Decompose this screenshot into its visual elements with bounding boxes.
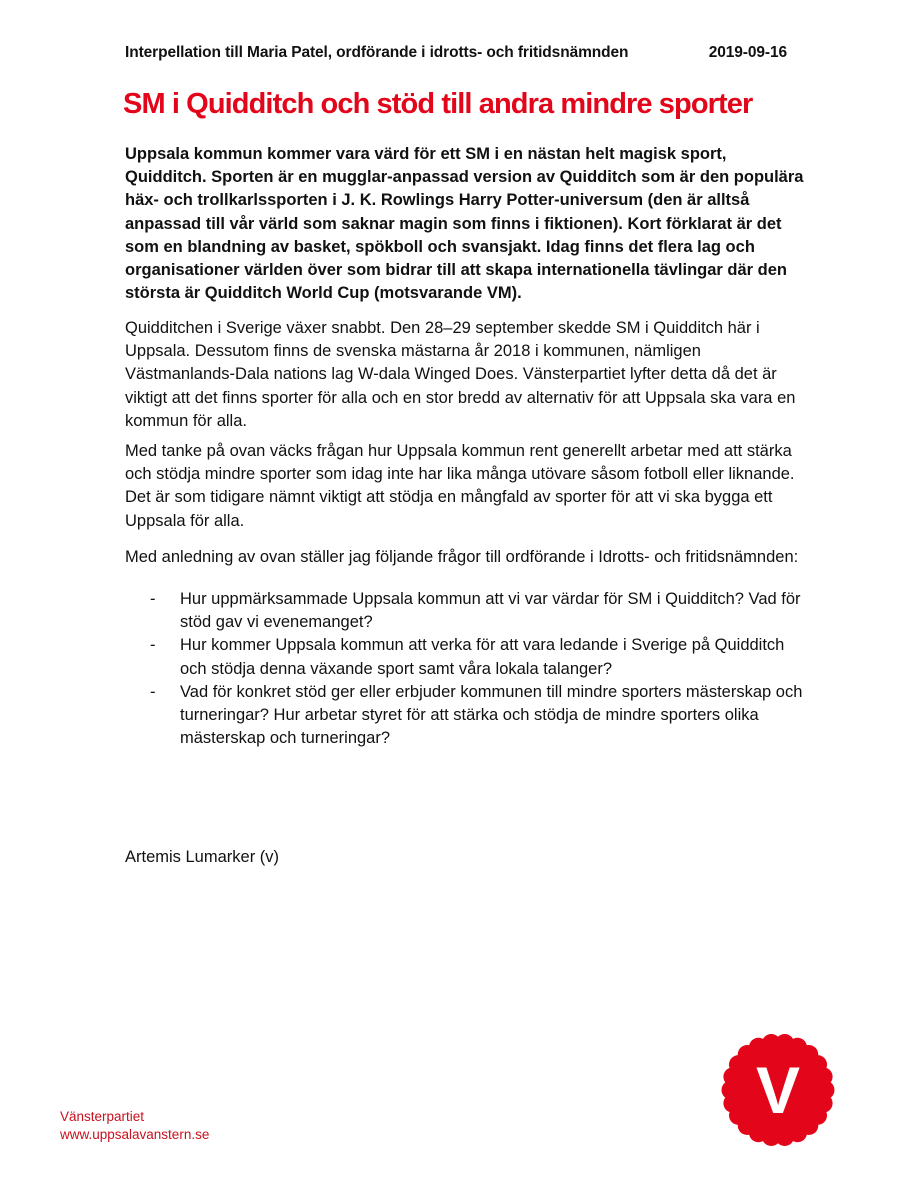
logo-letter: V xyxy=(755,1053,801,1127)
body-paragraph-2: Med tanke på ovan väcks frågan hur Uppsala kommun rent generellt arbetar med att stärka och stödja mindre sporter som idag inte har lika många utövare såsom fotboll eller liknande. Det är som tidigare nämnt viktigt att stödja en mångfald av sporter för att vi ska bygga ett Uppsala för alla. xyxy=(125,442,795,530)
footer-party-name: Vänsterpartiet xyxy=(60,1109,145,1124)
question-text: Vad för konkret stöd ger eller erbjuder kommunen till mindre sporters mästerskap och turneringar? Hur arbetar styret för att stärka och stödja de mindre sporters olika mästerskap och turneringar? xyxy=(180,682,803,748)
header-date: 2019-09-16 xyxy=(708,44,787,61)
question-item xyxy=(150,681,810,751)
body-paragraph-1: Quidditchen i Sverige växer snabbt. Den 28–29 september skedde SM i Quidditch här i Uppsala. Dessutom finns de svenska mästarna år 2018 i kommunen, nämligen Västmanlands-Dala nations lag W-dala Winged Does. Vänsterpartiet lyfter detta då det är viktigt att det finns sporter för alla och en stor bredd av alternativ för att Uppsala ska vara en kommun för alla. xyxy=(125,319,796,430)
document-title: SM i Quidditch och stöd till andra mindre sporter xyxy=(123,88,753,120)
question-item xyxy=(150,634,810,680)
header-recipient: Interpellation till Maria Patel, ordförande i idrotts- och fritidsnämnden xyxy=(125,44,629,61)
footer xyxy=(60,1108,209,1144)
question-item xyxy=(150,588,810,634)
question-text: Hur kommer Uppsala kommun att verka för att vara ledande i Sverige på Quidditch och stödja denna växande sport samt våra lokala talanger? xyxy=(180,636,785,678)
bullet-dash: - xyxy=(150,682,156,701)
bullet-dash: - xyxy=(150,636,156,655)
question-text: Hur uppmärksammade Uppsala kommun att vi var värdar för SM i Quidditch? Vad för stöd gav vi evenemanget? xyxy=(180,590,801,632)
lead-paragraph: Uppsala kommun kommer vara värd för ett SM i en nästan helt magisk sport, Quidditch. Sporten är en mugglar-anpassad version av Quidditch som är den populära häx- och trollkarlssporten i J. K. Rowlings Harry Potter-universum (den är alltså anpassad till vår värld som saknar magin som finns i fiktionen). Kort förklarat är det som en blandning av basket, spökboll och svansjakt. Idag finns det flera lag och organisationer världen över som bidrar till att skapa internationella tävlingar där den största är Quidditch World Cup (motsvarande VM). xyxy=(125,145,804,303)
questions-intro: Med anledning av ovan ställer jag följande frågor till ordförande i Idrotts- och fritidsnämnden: xyxy=(125,548,799,566)
signature: Artemis Lumarker (v) xyxy=(125,848,280,866)
bullet-dash: - xyxy=(150,590,156,608)
vansterpartiet-logo xyxy=(718,1030,838,1150)
footer-website-link[interactable]: www.uppsalavanstern.se xyxy=(60,1127,210,1142)
document-header xyxy=(125,44,787,62)
question-list xyxy=(150,588,810,750)
